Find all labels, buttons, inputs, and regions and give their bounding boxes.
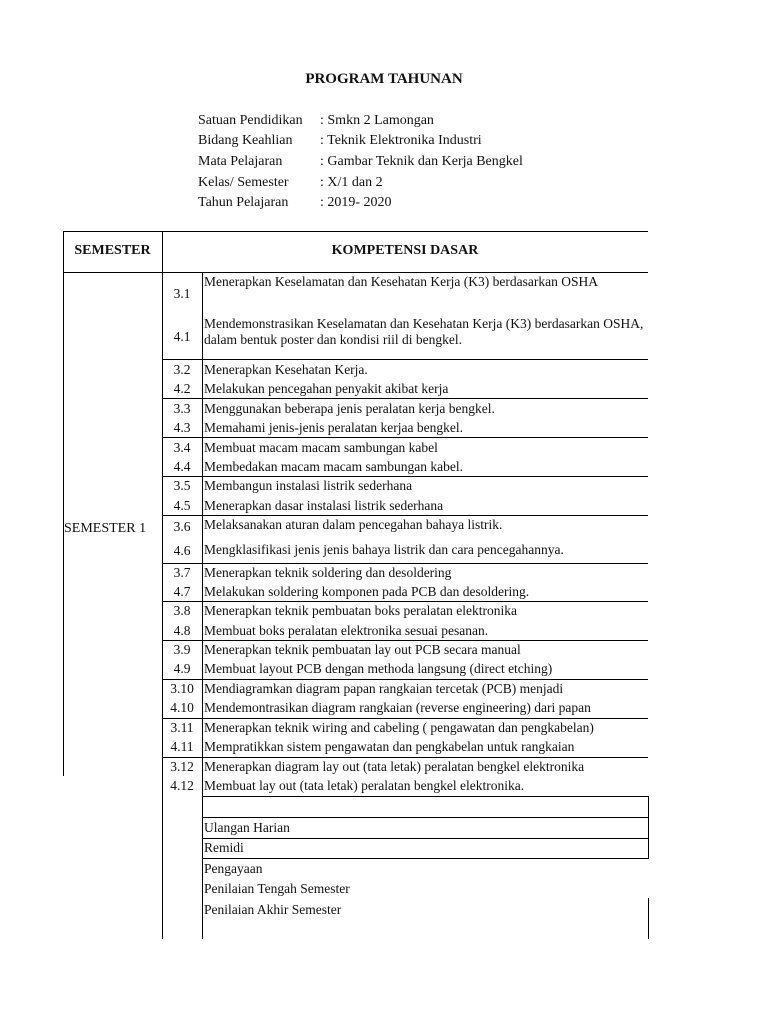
kd-number: 4.2 xyxy=(173,381,191,396)
meta-value-mapel: : Gambar Teknik dan Kerja Bengkel xyxy=(320,154,523,169)
kd-number: 3.9 xyxy=(173,642,191,657)
kd-number: 4.4 xyxy=(173,459,191,474)
kd-number: 4.8 xyxy=(173,623,191,638)
footer-right-border-lower xyxy=(648,898,649,939)
kd-text: Menerapkan teknik pembuatan lay out PCB secara manual xyxy=(204,642,521,657)
semester-label: SEMESTER 1 xyxy=(64,521,147,536)
kd-number: 3.7 xyxy=(173,565,191,580)
column-header-kd: KOMPETENSI DASAR xyxy=(331,243,479,258)
row-separator xyxy=(162,640,648,641)
table-header-border xyxy=(63,272,648,273)
row-separator xyxy=(162,359,648,360)
kd-text: Membuat layout PCB dengan methoda langsung (direct etching) xyxy=(204,661,553,676)
kd-number: 3.8 xyxy=(173,603,191,618)
kd-number: 3.10 xyxy=(170,681,194,696)
kd-text: Mendiagramkan diagram papan rangkaian tercetak (PCB) menjadi xyxy=(204,681,564,696)
kd-text: Menerapkan teknik pembuatan boks peralatan elektronika xyxy=(204,603,518,618)
kd-number: 3.4 xyxy=(173,440,191,455)
kd-number: 3.5 xyxy=(173,478,191,493)
meta-label-tahun: Tahun Pelajaran xyxy=(198,195,289,210)
kd-text: Membedakan macam macam sambungan kabel. xyxy=(204,459,464,474)
row-separator xyxy=(162,563,648,564)
row-separator xyxy=(162,398,648,399)
table-left-border xyxy=(63,231,64,776)
kd-number: 4.12 xyxy=(170,778,194,793)
meta-label-mapel: Mata Pelajaran xyxy=(198,154,283,169)
kd-number: 4.7 xyxy=(173,584,191,599)
kd-text: Membuat boks peralatan elektronika sesuai pesanan. xyxy=(204,623,489,638)
footer-ulangan-harian: Ulangan Harian xyxy=(204,820,290,835)
kd-text: Melakukan pencegahan penyakit akibat kerja xyxy=(204,381,449,396)
meta-label-bidang: Bidang Keahlian xyxy=(198,133,293,148)
meta-label-kelas: Kelas/ Semester xyxy=(198,175,289,190)
footer-pengayaan: Pengayaan xyxy=(204,861,263,876)
kd-text: Mengklasifikasi jenis jenis bahaya listrik dan cara pencegahannya. xyxy=(204,542,564,557)
row-separator xyxy=(162,437,648,438)
footer-right-border xyxy=(648,796,649,859)
row-separator xyxy=(162,476,648,477)
kd-number: 3.11 xyxy=(170,720,194,735)
kd-number: 4.6 xyxy=(173,543,191,558)
kd-text: Menerapkan diagram lay out (tata letak) peralatan bengkel elektronika xyxy=(204,759,585,774)
kd-number: 4.3 xyxy=(173,420,191,435)
kd-number: 3.1 xyxy=(173,286,191,301)
kd-number: 3.6 xyxy=(173,519,191,534)
kd-number: 4.5 xyxy=(173,498,191,513)
kd-number: 3.3 xyxy=(173,401,191,416)
kd-number: 4.1 xyxy=(173,329,191,344)
meta-value-bidang: : Teknik Elektronika Industri xyxy=(320,133,482,148)
row-separator xyxy=(162,515,648,516)
kd-text: Memahami jenis-jenis peralatan kerjaa bengkel. xyxy=(204,420,464,435)
meta-value-kelas: : X/1 dan 2 xyxy=(320,175,383,190)
kd-text: Mempratikkan sistem pengawatan dan pengkabelan untuk rangkaian xyxy=(204,739,575,754)
column-header-semester: SEMESTER xyxy=(74,243,151,258)
kd-number: 4.10 xyxy=(170,700,194,715)
kd-text: Menerapkan teknik wiring and cabeling ( pengawatan dan pengkabelan) xyxy=(204,720,594,735)
row-separator xyxy=(162,679,648,680)
kd-number: 3.2 xyxy=(173,362,191,377)
meta-value-satuan: : Smkn 2 Lamongan xyxy=(320,113,434,128)
row-separator xyxy=(162,601,648,602)
row-separator xyxy=(202,838,648,839)
kd-number: 3.12 xyxy=(170,759,194,774)
kd-number: 4.11 xyxy=(170,739,194,754)
kd-text: Mendemontrasikan diagram rangkaian (reverse engineering) dari papan xyxy=(204,700,591,715)
footer-remidi: Remidi xyxy=(204,840,244,855)
row-separator xyxy=(202,796,648,797)
row-separator xyxy=(162,757,648,758)
kd-text: Mendemonstrasikan Keselamatan dan Kesehatan Kerja (K3) berdasarkan OSHA, dalam bentuk poster dan kondisi riil di bengkel. xyxy=(204,316,644,347)
kd-text: Menerapkan Kesehatan Kerja. xyxy=(204,362,368,377)
kd-text: Menerapkan teknik soldering dan desoldering xyxy=(204,565,452,580)
kd-text: Membangun instalasi listrik sederhana xyxy=(204,478,413,493)
row-separator xyxy=(202,858,648,859)
kd-text: Melaksanakan aturan dalam pencegahan bahaya listrik. xyxy=(204,517,503,532)
row-separator xyxy=(162,718,648,719)
table-top-border xyxy=(63,231,648,232)
kd-text: Membuat lay out (tata letak) peralatan bengkel elektronika. xyxy=(204,778,525,793)
footer-pas: Penilaian Akhir Semester xyxy=(204,902,342,917)
page-title: PROGRAM TAHUNAN xyxy=(305,71,463,87)
kd-text: Menerapkan dasar instalasi listrik sederhana xyxy=(204,498,444,513)
kd-text: Menerapkan Keselamatan dan Kesehatan Kerja (K3) berdasarkan OSHA xyxy=(204,274,598,289)
kd-text: Membuat macam macam sambungan kabel xyxy=(204,440,438,455)
kd-text: Melakukan soldering komponen pada PCB dan desoldering. xyxy=(204,584,530,599)
meta-value-tahun: : 2019- 2020 xyxy=(320,195,392,210)
row-separator xyxy=(202,817,648,818)
meta-label-satuan: Satuan Pendidikan xyxy=(198,113,303,128)
kd-number: 4.9 xyxy=(173,661,191,676)
footer-pts: Penilaian Tengah Semester xyxy=(204,881,350,896)
kd-text: Menggunakan beberapa jenis peralatan kerja bengkel. xyxy=(204,401,495,416)
